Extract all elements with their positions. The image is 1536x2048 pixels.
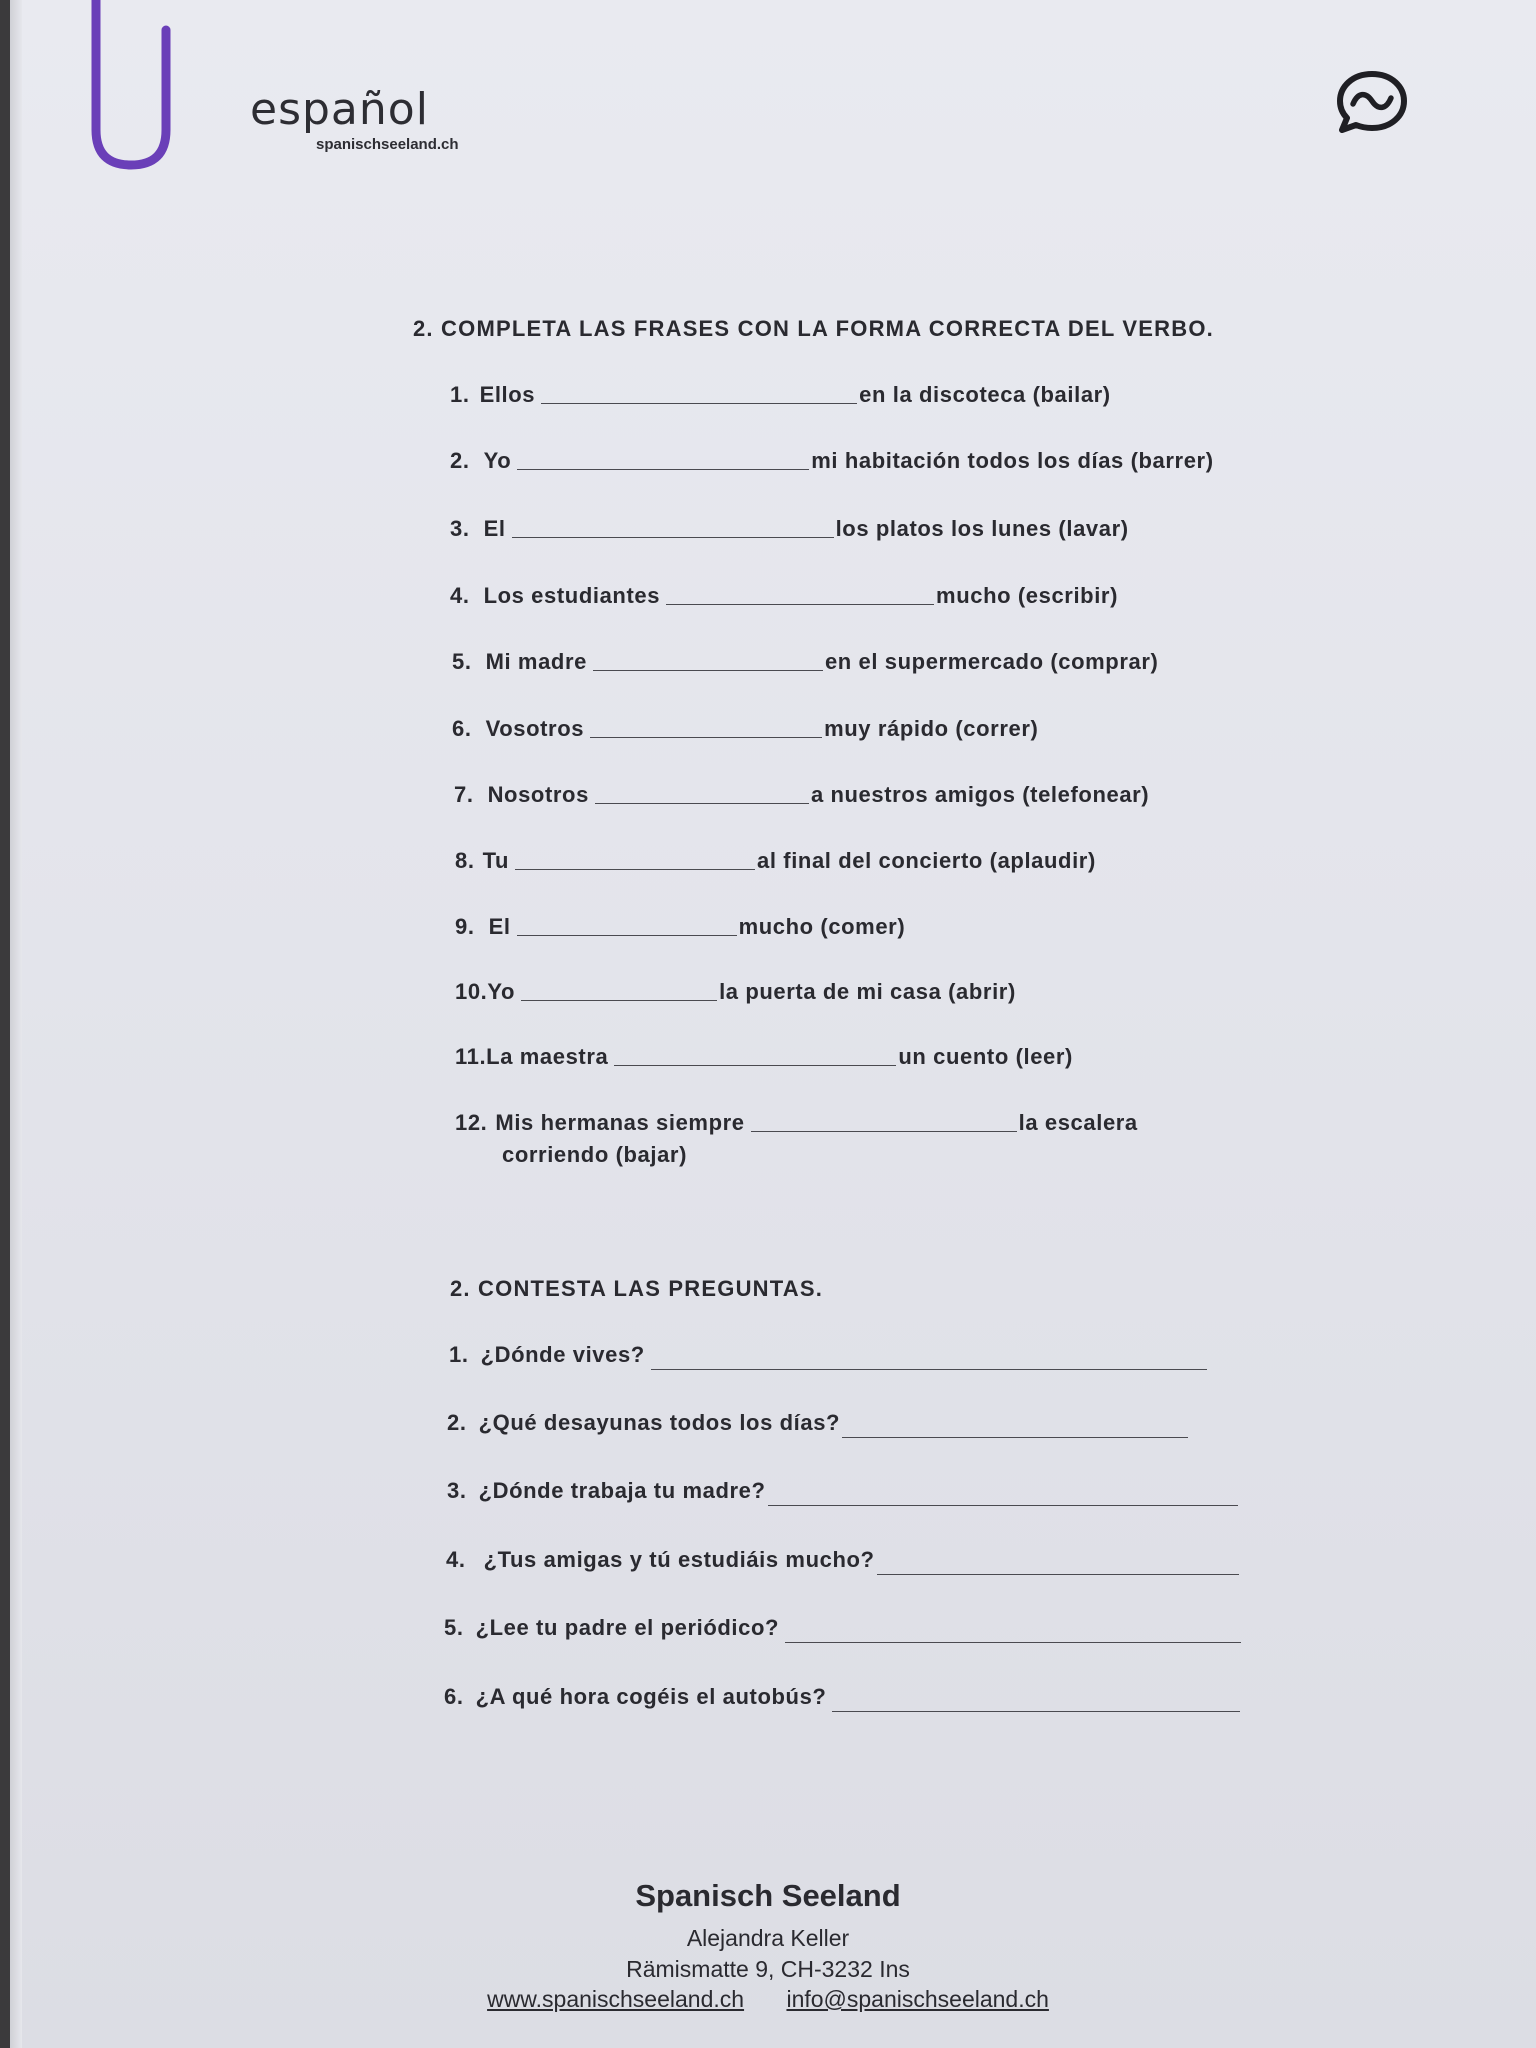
question-item <box>449 1342 1209 1368</box>
list-item <box>455 848 1096 874</box>
answer-line[interactable] <box>832 1710 1240 1712</box>
answer-blank[interactable] <box>517 468 809 470</box>
answer-line[interactable] <box>768 1504 1238 1506</box>
item-number: 2. <box>450 448 470 473</box>
answer-blank[interactable] <box>517 934 737 936</box>
item-rest: en el supermercado (comprar) <box>824 649 1159 674</box>
item-subject: Tu <box>482 848 510 873</box>
paper-stack-edge <box>10 0 22 2048</box>
item-number: 7. <box>454 782 474 807</box>
logo-word: español <box>250 84 429 135</box>
list-item <box>455 979 1016 1005</box>
item-rest: a nuestros amigos (telefonear) <box>810 782 1150 807</box>
list-item <box>455 1044 1073 1070</box>
item-number: 5. <box>452 649 472 674</box>
answer-line[interactable] <box>785 1641 1241 1643</box>
answer-blank[interactable] <box>614 1064 896 1066</box>
list-item <box>452 649 1158 675</box>
website-link[interactable]: www.spanischseeland.ch <box>487 1986 745 2012</box>
item-subject: Mi madre <box>485 649 587 674</box>
question-item <box>444 1684 1242 1710</box>
item-rest: en la discoteca (bailar) <box>859 382 1111 407</box>
list-item <box>455 914 905 940</box>
item-rest: muy rápido (correr) <box>824 716 1039 741</box>
answer-blank[interactable] <box>541 402 857 404</box>
exercise2-title: 2. CONTESTA LAS PREGUNTAS. <box>450 1276 824 1301</box>
item-subject: Yo <box>487 979 516 1004</box>
question-item <box>447 1478 1240 1504</box>
item-rest: mucho (comer) <box>738 914 906 939</box>
answer-line[interactable] <box>651 1368 1207 1370</box>
list-item <box>455 1110 1138 1136</box>
item-number: 1. <box>450 382 470 407</box>
question-text: ¿Tus amigas y tú estudiáis mucho? <box>483 1547 875 1572</box>
question-number: 1. <box>449 1342 469 1367</box>
item-number: 3. <box>450 516 470 541</box>
answer-blank[interactable] <box>593 669 823 671</box>
answer-blank[interactable] <box>595 802 809 804</box>
item-subject: Ellos <box>479 382 536 407</box>
answer-blank[interactable] <box>512 536 834 538</box>
answer-blank[interactable] <box>521 999 717 1001</box>
item-subject: El <box>488 914 511 939</box>
question-number: 2. <box>447 1410 467 1435</box>
item-subject: Vosotros <box>485 716 585 741</box>
item-rest: la escalera <box>1018 1110 1138 1135</box>
exercise1-title: 2. COMPLETA LAS FRASES CON LA FORMA CORRECTA DEL VERBO. <box>413 316 1214 341</box>
answer-line[interactable] <box>877 1573 1239 1575</box>
worksheet-page <box>22 0 1536 2048</box>
item-rest: la puerta de mi casa (abrir) <box>719 979 1016 1004</box>
answer-line[interactable] <box>842 1436 1188 1438</box>
item-rest: los platos los lunes (lavar) <box>835 516 1129 541</box>
question-text: ¿Dónde vives? <box>480 1342 645 1367</box>
question-item <box>446 1547 1241 1573</box>
item-number: 11. <box>455 1044 487 1069</box>
answer-blank[interactable] <box>515 868 755 870</box>
list-item <box>450 516 1129 542</box>
list-item <box>454 782 1149 808</box>
question-text: ¿A qué hora cogéis el autobús? <box>475 1684 827 1709</box>
question-item <box>444 1615 1243 1641</box>
list-item <box>450 382 1111 408</box>
item-number: 12. <box>455 1110 488 1135</box>
question-item <box>447 1410 1190 1436</box>
question-number: 4. <box>446 1547 466 1572</box>
item-number: 10. <box>455 979 488 1004</box>
list-item-continuation <box>502 1142 687 1168</box>
logo <box>250 84 459 153</box>
item-number: 6. <box>452 716 472 741</box>
question-text: ¿Lee tu padre el periódico? <box>475 1615 780 1640</box>
list-item <box>452 716 1038 742</box>
email-link[interactable]: info@spanischseeland.ch <box>786 1986 1049 2012</box>
footer-links <box>0 1986 1536 2013</box>
speech-bubble-tilde-icon <box>1336 70 1408 134</box>
item-subject: Yo <box>483 448 512 473</box>
logo-url: spanischseeland.ch <box>316 136 459 153</box>
item-rest: mi habitación todos los días (barrer) <box>811 448 1214 473</box>
question-number: 5. <box>444 1615 464 1640</box>
item-subject: Mis hermanas siempre <box>495 1110 745 1135</box>
item-subject: El <box>483 516 506 541</box>
answer-blank[interactable] <box>590 736 822 738</box>
item-rest: mucho (escribir) <box>936 583 1119 608</box>
footer-company-name: Spanisch Seeland <box>635 1878 901 1913</box>
footer-person: Alejandra Keller <box>686 1925 850 1951</box>
question-number: 3. <box>447 1478 467 1503</box>
item-rest: al final del concierto (aplaudir) <box>757 848 1096 873</box>
list-item <box>450 448 1214 474</box>
item-continuation: corriendo (bajar) <box>502 1142 688 1167</box>
answer-blank[interactable] <box>751 1130 1017 1132</box>
item-number: 4. <box>450 583 470 608</box>
item-subject: La maestra <box>486 1044 609 1069</box>
item-number: 9. <box>455 914 475 939</box>
question-text: ¿Dónde trabaja tu madre? <box>478 1478 766 1503</box>
question-number: 6. <box>444 1684 464 1709</box>
question-text: ¿Qué desayunas todos los días? <box>478 1410 841 1435</box>
answer-blank[interactable] <box>666 603 934 605</box>
footer-address: Rämismatte 9, CH-3232 Ins <box>626 1956 910 1982</box>
list-item <box>450 583 1118 609</box>
item-number: 8. <box>455 848 475 873</box>
paperclip-icon <box>86 0 186 180</box>
item-subject: Nosotros <box>487 782 589 807</box>
item-rest: un cuento (leer) <box>898 1044 1073 1069</box>
item-subject: Los estudiantes <box>483 583 661 608</box>
